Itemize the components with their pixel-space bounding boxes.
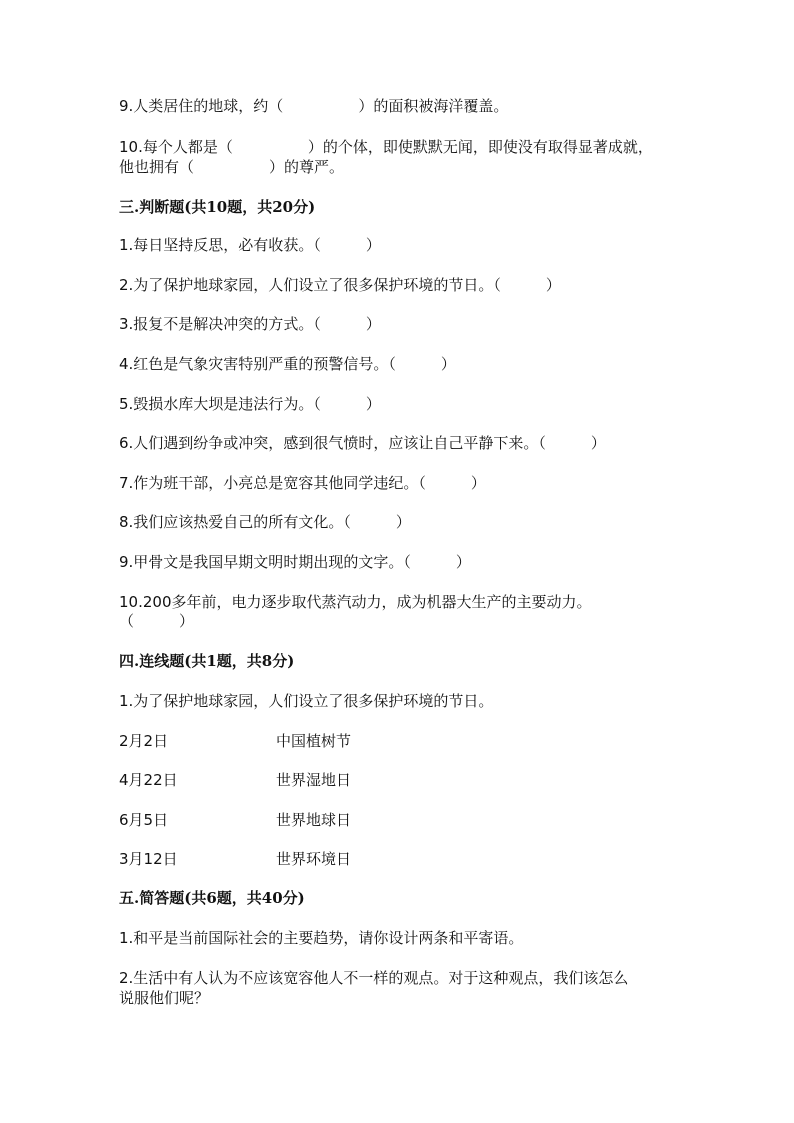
matching-right-item: 世界地球日 (276, 811, 352, 829)
matching-right-item: 世界湿地日 (276, 771, 352, 789)
true-false-q4: 4.红色是气象灾害特别严重的预警信号。（ ） (119, 355, 456, 373)
matching-left-item: 2月2日 (119, 732, 169, 750)
short-answer-q2-line2: 说服他们呢？ (119, 989, 210, 1007)
matching-right-item: 中国植树节 (276, 732, 352, 750)
true-false-q2: 2.为了保护地球家园，人们设立了很多保护环境的节日。（ ） (119, 276, 561, 294)
matching-left-item: 4月22日 (119, 771, 178, 789)
fill-blank-q10-line2: 他也拥有（ ）的尊严。 (119, 158, 345, 176)
true-false-q5: 5.毁损水库大坝是违法行为。（ ） (119, 395, 381, 413)
true-false-q9: 9.甲骨文是我国早期文明时期出现的文字。（ ） (119, 553, 471, 571)
true-false-q3: 3.报复不是解决冲突的方式。（ ） (119, 315, 381, 333)
true-false-q6: 6.人们遇到纷争或冲突，感到很气愤时，应该让自己平静下来。（ ） (119, 434, 606, 452)
matching-left-item: 3月12日 (119, 850, 178, 868)
matching-right-item: 世界环境日 (276, 850, 352, 868)
section-heading-true-false: 三.判断题(共10题，共20分) (119, 198, 316, 216)
section-heading-matching: 四.连线题(共1题，共8分) (119, 652, 295, 670)
short-answer-q1: 1.和平是当前国际社会的主要趋势，请你设计两条和平寄语。 (119, 929, 524, 947)
matching-question: 1.为了保护地球家园，人们设立了很多保护环境的节日。 (119, 692, 494, 710)
true-false-q7: 7.作为班干部，小亮总是宽容其他同学违纪。（ ） (119, 474, 486, 492)
matching-left-item: 6月5日 (119, 811, 169, 829)
true-false-q10: 10.200多年前，电力逐步取代蒸汽动力，成为机器大生产的主要动力。 (119, 593, 592, 611)
true-false-q1: 1.每日坚持反思，必有收获。（ ） (119, 236, 381, 254)
section-heading-short-answer: 五.简答题(共6题，共40分) (119, 889, 305, 907)
fill-blank-q9: 9.人类居住的地球，约（ ）的面积被海洋覆盖。 (119, 97, 509, 115)
true-false-q10-bracket: （ ） (119, 612, 195, 630)
fill-blank-q10-line1: 10.每个人都是（ ）的个体，即使默默无闻，即使没有取得显著成就， (119, 138, 653, 156)
true-false-q8: 8.我们应该热爱自己的所有文化。（ ） (119, 513, 411, 531)
short-answer-q2-line1: 2.生活中有人认为不应该宽容他人不一样的观点。对于这种观点，我们该怎么 (119, 969, 629, 987)
